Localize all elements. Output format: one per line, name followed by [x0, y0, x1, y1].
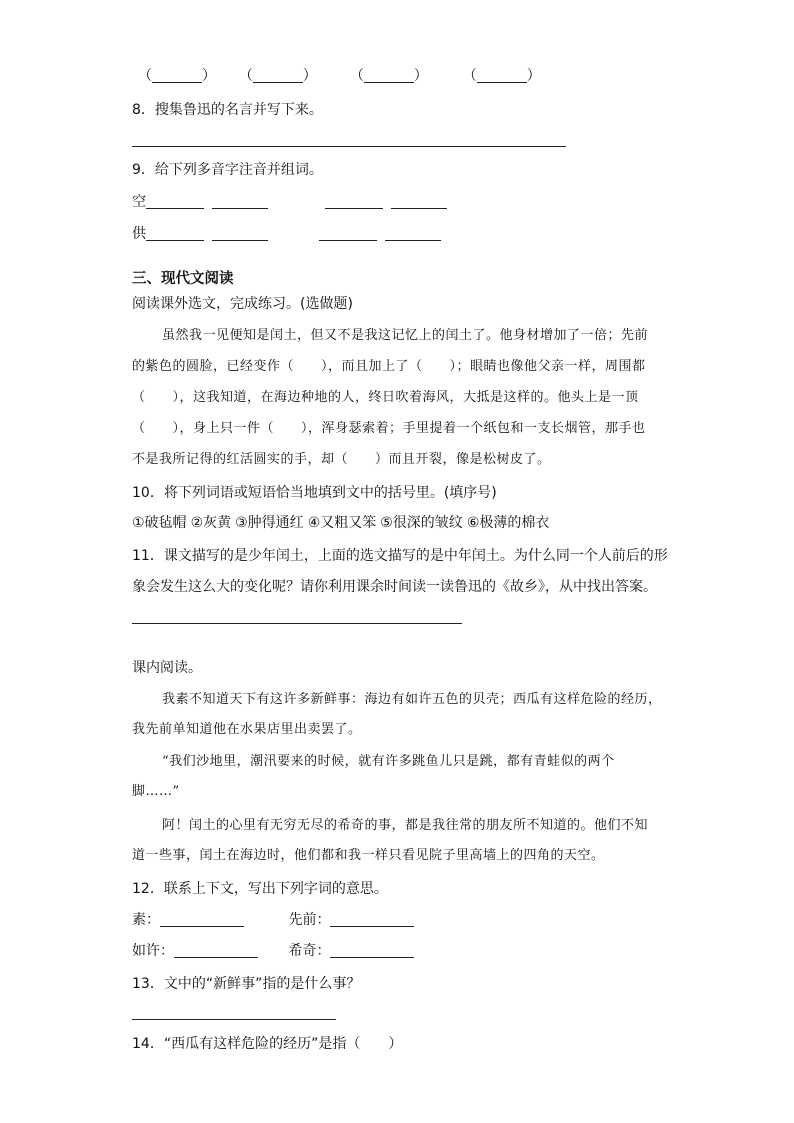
paren-close: ）: [413, 68, 428, 84]
pinyin-blank[interactable]: [146, 194, 204, 209]
word-label-xiqi: 希奇：: [288, 943, 331, 959]
option-5: ⑤很深的皱纹: [380, 515, 463, 531]
paren-open: （: [138, 68, 152, 84]
question-11-line-1: 11．课文描写的是少年闰土，上面的选文描写的是中年闰土。为什么同一个人前后的形: [132, 548, 668, 564]
question-8: 8．搜集鲁迅的名言并写下来。: [132, 102, 323, 118]
meaning-blank[interactable]: [160, 912, 244, 927]
pinyin-blank[interactable]: [146, 226, 204, 241]
paren-close: ）: [302, 68, 317, 84]
q12-row-1: [132, 910, 414, 930]
meaning-blank[interactable]: [330, 943, 414, 958]
q12-row-2: [132, 941, 414, 961]
answer-blank-2[interactable]: [253, 68, 303, 83]
answer-blank-1[interactable]: [152, 68, 202, 83]
polyphone-char: 空: [132, 194, 146, 210]
polyphone-char: 供: [132, 226, 146, 242]
passage-line: 不是我所记得的红活圆实的手，却（ ）而且开裂，像是松树皮了。: [132, 452, 551, 467]
word-label-ruxu: 如许：: [132, 943, 174, 959]
pinyin-blank[interactable]: [319, 226, 377, 241]
question-13: 13．文中的“新鲜事”指的是什么事？: [132, 976, 361, 992]
passage-line: “我们沙地里，潮汛要来的时候，就有许多跳鱼儿只是跳，都有青蛙似的两个: [162, 754, 615, 769]
option-4: ④又粗又笨: [307, 515, 377, 531]
passage-line: 阿！闰土的心里有无穷无尽的希奇的事，都是我往常的朋友所不知道的。他们不知: [162, 818, 649, 833]
meaning-blank[interactable]: [174, 943, 258, 958]
extra-reading-intro: 阅读课外选文，完成练习。(选做题): [132, 296, 353, 312]
word-label-su: 素：: [132, 912, 160, 928]
q9-row-kong: [132, 192, 447, 212]
passage-line: 我先前单知道他在水果店里出卖罢了。: [132, 722, 362, 737]
option-2: ②灰黄: [190, 515, 232, 531]
meaning-blank[interactable]: [330, 912, 414, 927]
passage-line: 脚……”: [132, 784, 180, 799]
section-3-title: 三、现代文阅读: [132, 271, 234, 287]
option-6: ⑥极薄的棉衣: [466, 515, 550, 531]
word-blank[interactable]: [391, 194, 447, 209]
question-11-line-2: 象会发生这么大的变化呢？请你利用课余时间读一读鲁迅的《故乡》，从中找出答案。: [132, 579, 657, 595]
passage-line: （ ），这我知道，在海边种地的人，终日吹着海风，大抵是这样的。他头上是一顶: [132, 390, 639, 405]
passage-line: 道一些事，闰土在海边时，他们都和我一样只看见院子里高墙上的四角的天空。: [132, 848, 605, 863]
option-1: ①破毡帽: [132, 515, 187, 531]
passage-line: （ ），身上只一件（ ），浑身瑟索着；手里提着一个纸包和一支长烟管，那手也: [132, 421, 646, 436]
word-blank[interactable]: [385, 226, 441, 241]
paren-open: （: [349, 68, 364, 84]
passage-line: 的紫色的圆脸，已经变作（ ），而且加上了（ ）；眼睛也像他父亲一样，周围都: [132, 359, 646, 374]
q11-answer-line[interactable]: [132, 623, 462, 624]
answer-blank-4[interactable]: [477, 68, 527, 83]
paren-open: （: [462, 68, 477, 84]
question-12: 12．联系上下文，写出下列字词的意思。: [132, 881, 388, 897]
paren-close: ）: [202, 68, 216, 84]
passage-line: 虽然我一见便知是闰土，但又不是我这记忆上的闰土了。他身材增加了一倍；先前: [162, 328, 649, 343]
paren-open: （: [238, 68, 253, 84]
top-blank-row: [138, 66, 541, 86]
pinyin-blank[interactable]: [325, 194, 383, 209]
q10-option-bank: [132, 513, 553, 533]
question-10: 10．将下列词语或短语恰当地填到文中的括号里。(填序号): [132, 485, 497, 501]
passage-line: 我素不知道天下有这许多新鲜事：海边有如许五色的贝壳；西瓜有这样危险的经历，: [162, 692, 662, 707]
class-reading-intro: 课内阅读。: [132, 660, 202, 676]
answer-blank-3[interactable]: [364, 68, 414, 83]
question-14: 14．“西瓜有这样危险的经历”是指（ ）: [132, 1036, 403, 1052]
word-label-xianqian: 先前：: [288, 912, 331, 928]
word-blank[interactable]: [212, 194, 268, 209]
q13-answer-line[interactable]: [132, 1019, 336, 1020]
q8-answer-line[interactable]: [132, 146, 566, 147]
word-blank[interactable]: [212, 226, 268, 241]
option-3: ③肿得通红: [235, 515, 304, 531]
paren-close: ）: [526, 68, 541, 84]
question-9: 9．给下列多音字注音并组词。: [132, 162, 323, 178]
q9-row-gong: [132, 224, 441, 244]
